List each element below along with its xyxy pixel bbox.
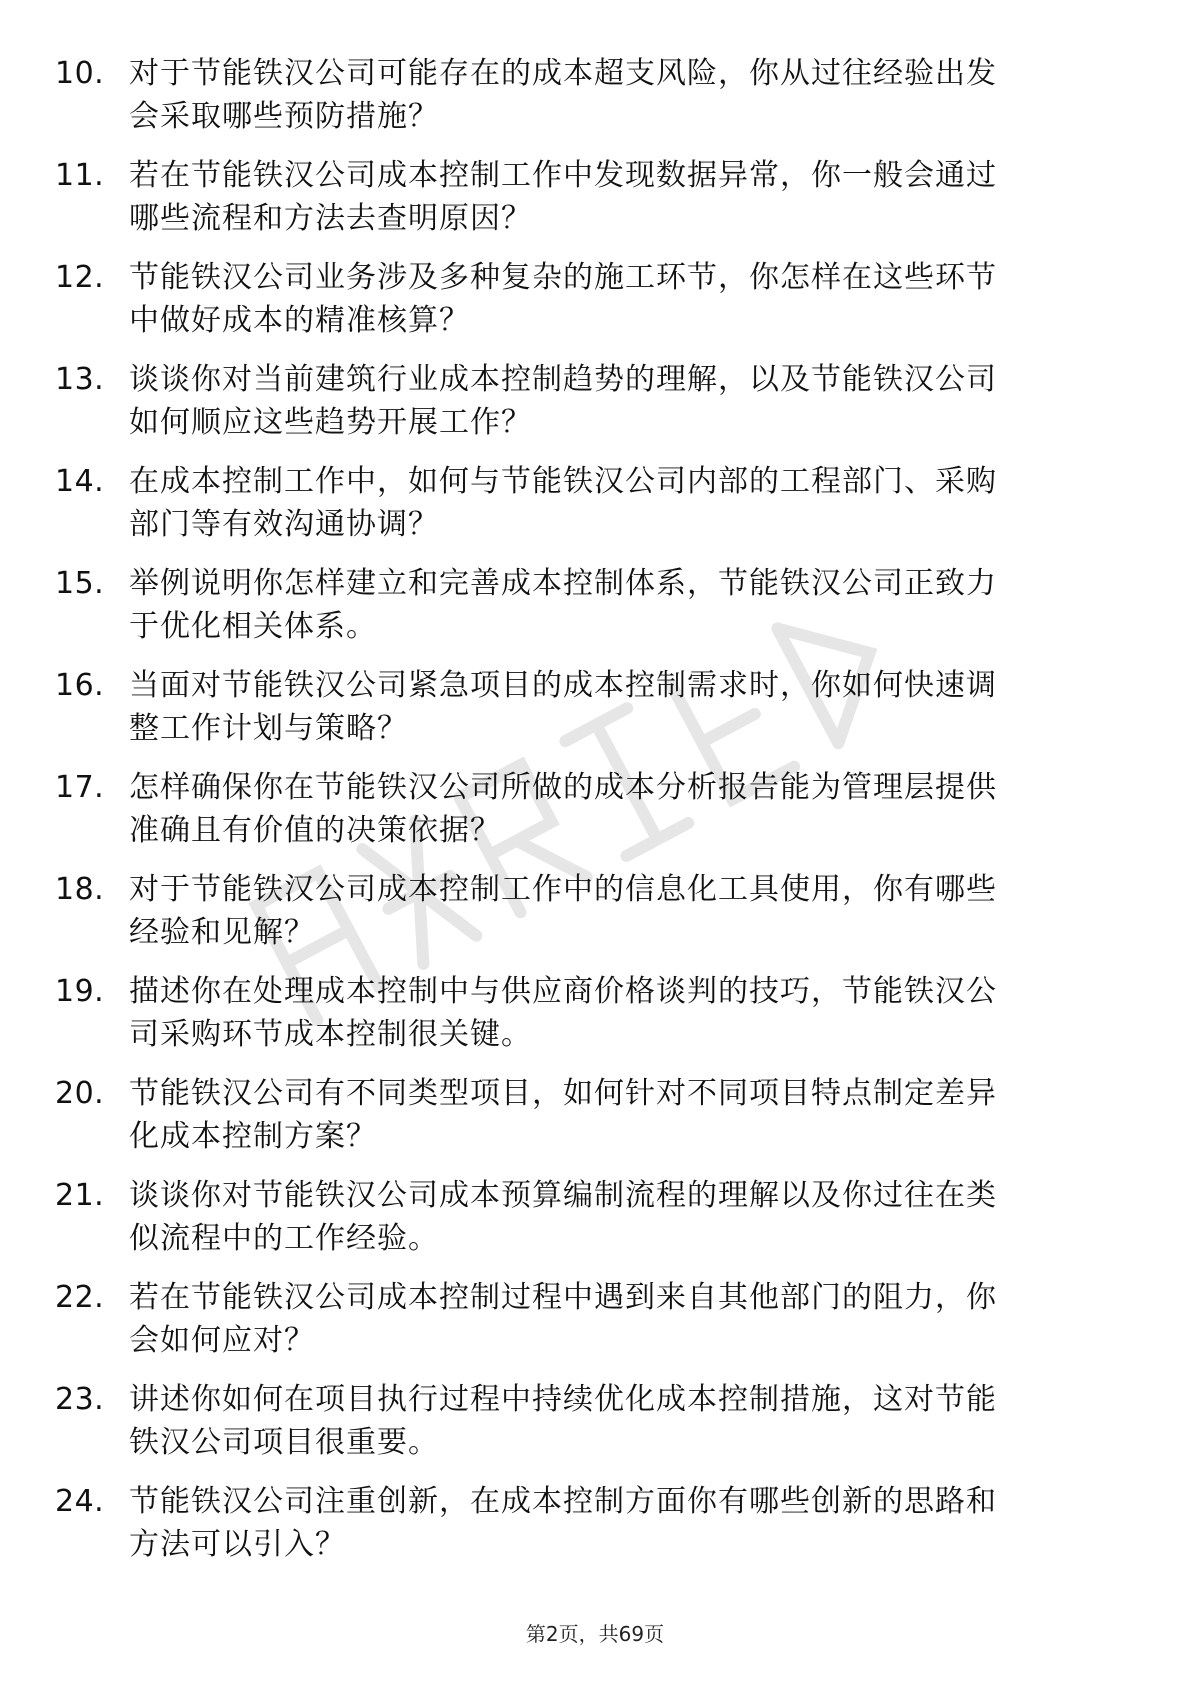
- question-item: [0, 1174, 1190, 1276]
- question-text-line-2: 司采购环节成本控制很关键。: [129, 1017, 532, 1052]
- question-number: 17.: [55, 770, 105, 805]
- question-text-line-1: 怎样确保你在节能铁汉公司所做的成本分析报告能为管理层提供: [129, 770, 997, 805]
- question-number: 16.: [55, 668, 105, 703]
- question-text-line-1: 描述你在处理成本控制中与供应商价格谈判的技巧，节能铁汉公: [129, 974, 997, 1009]
- question-text-line-2: 于优化相关体系。: [129, 609, 377, 644]
- question-text-line-2: 化成本控制方案？: [129, 1119, 377, 1154]
- question-list: [0, 52, 1190, 1582]
- question-number: 11.: [55, 158, 105, 193]
- question-item: [0, 766, 1190, 868]
- question-number: 18.: [55, 872, 105, 907]
- question-item: [0, 970, 1190, 1072]
- question-item: [0, 1480, 1190, 1582]
- question-text-line-1: 讲述你如何在项目执行过程中持续优化成本控制措施，这对节能: [129, 1382, 997, 1417]
- question-item: [0, 1072, 1190, 1174]
- question-text-line-2: 方法可以引入？: [129, 1527, 346, 1562]
- question-number: 19.: [55, 974, 105, 1009]
- question-number: 24.: [55, 1484, 105, 1519]
- question-text-line-2: 似流程中的工作经验。: [129, 1221, 439, 1256]
- question-number: 21.: [55, 1178, 105, 1213]
- question-text-line-1: 谈谈你对节能铁汉公司成本预算编制流程的理解以及你过往在类: [129, 1178, 997, 1213]
- question-item: [0, 358, 1190, 460]
- question-number: 14.: [55, 464, 105, 499]
- question-text-line-1: 若在节能铁汉公司成本控制工作中发现数据异常，你一般会通过: [129, 158, 997, 193]
- question-item: [0, 1378, 1190, 1480]
- question-text-line-2: 准确且有价值的决策依据？: [129, 813, 501, 848]
- question-text-line-2: 哪些流程和方法去查明原因？: [129, 201, 532, 236]
- question-text-line-1: 节能铁汉公司有不同类型项目，如何针对不同项目特点制定差异: [129, 1076, 997, 1111]
- question-text-line-2: 会采取哪些预防措施？: [129, 99, 439, 134]
- question-text-line-2: 部门等有效沟通协调？: [129, 507, 439, 542]
- question-number: 12.: [55, 260, 105, 295]
- question-text-line-2: 如何顺应这些趋势开展工作？: [129, 405, 532, 440]
- question-item: [0, 1276, 1190, 1378]
- question-number: 13.: [55, 362, 105, 397]
- question-number: 22.: [55, 1280, 105, 1315]
- question-item: [0, 154, 1190, 256]
- question-text-line-1: 对于节能铁汉公司成本控制工作中的信息化工具使用，你有哪些: [129, 872, 997, 907]
- question-text-line-2: 铁汉公司项目很重要。: [129, 1425, 439, 1460]
- question-text-line-2: 整工作计划与策略？: [129, 711, 408, 746]
- question-text-line-1: 谈谈你对当前建筑行业成本控制趋势的理解，以及节能铁汉公司: [129, 362, 997, 397]
- question-text-line-1: 举例说明你怎样建立和完善成本控制体系，节能铁汉公司正致力: [129, 566, 997, 601]
- question-text-line-1: 在成本控制工作中，如何与节能铁汉公司内部的工程部门、采购: [129, 464, 997, 499]
- question-text-line-2: 中做好成本的精准核算？: [129, 303, 470, 338]
- question-text-line-1: 节能铁汉公司注重创新，在成本控制方面你有哪些创新的思路和: [129, 1484, 997, 1519]
- question-number: 15.: [55, 566, 105, 601]
- question-item: [0, 664, 1190, 766]
- question-number: 20.: [55, 1076, 105, 1111]
- question-item: [0, 460, 1190, 562]
- question-text-line-1: 当面对节能铁汉公司紧急项目的成本控制需求时，你如何快速调: [129, 668, 997, 703]
- page-number-label: 第2页，共69页: [525, 1622, 665, 1646]
- question-number: 10.: [55, 56, 105, 91]
- question-text-line-2: 经验和见解？: [129, 915, 315, 950]
- question-text-line-1: 若在节能铁汉公司成本控制过程中遇到来自其他部门的阻力，你: [129, 1280, 997, 1315]
- page-footer: [0, 1620, 1190, 1648]
- question-text-line-1: 对于节能铁汉公司可能存在的成本超支风险，你从过往经验出发: [129, 56, 997, 91]
- question-text-line-2: 会如何应对？: [129, 1323, 315, 1358]
- question-item: [0, 868, 1190, 970]
- question-item: [0, 256, 1190, 358]
- question-item: [0, 562, 1190, 664]
- question-item: [0, 52, 1190, 154]
- question-text-line-1: 节能铁汉公司业务涉及多种复杂的施工环节，你怎样在这些环节: [129, 260, 997, 295]
- question-number: 23.: [55, 1382, 105, 1417]
